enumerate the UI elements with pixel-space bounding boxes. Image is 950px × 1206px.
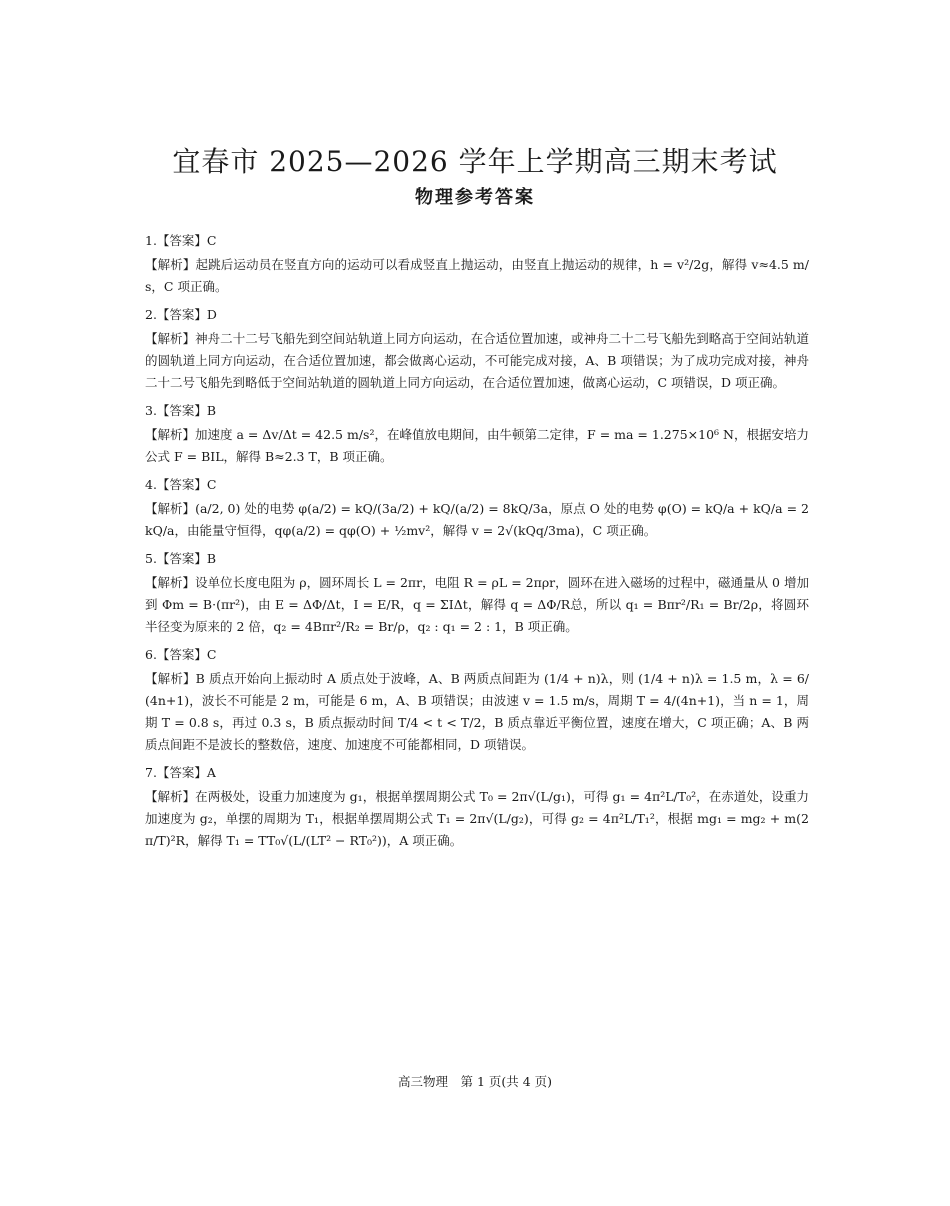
answer-line: 4.【答案】C [145, 477, 217, 492]
page-footer: 高三物理 第 1 页(共 4 页) [397, 1074, 553, 1089]
explanation: 【解析】起跳后运动员在竖直方向的运动可以看成竖直上抛运动，由竖直上抛运动的规律，h = v²/2g，解得 v≈4.5 m/s，C 项正确。 [145, 257, 809, 294]
question-6 [145, 646, 809, 756]
answer-line: 3.【答案】B [145, 403, 217, 418]
question-2 [145, 306, 809, 394]
explanation: 【解析】加速度 a = Δv/Δt = 42.5 m/s²，在峰值放电期间，由牛顿第二定律，F = ma = 1.275×10⁶ N，根据安培力公式 F = BIL，解得 B≈2.3 T，B 项正确。 [145, 427, 809, 464]
explanation: 【解析】设单位长度电阻为 ρ，圆环周长 L = 2πr，电阻 R = ρL = 2πρr，圆环在进入磁场的过程中，磁通量从 0 增加到 Φm = B·(πr²)，由 E = ΔΦ/Δt，I = E/R，q = ΣIΔt，解得 q = ΔΦ/R总，所以 q₁ = Bπr²/R₁ = Br/2ρ，将圆环半径变为原来的 2 倍，q₂ = 4Bπr²/R₂ = Br/ρ，q₂ : q₁ = 2 : 1，B 项正确。 [145, 575, 809, 634]
answer-line: 5.【答案】B [145, 551, 217, 566]
answer-line: 1.【答案】C [145, 233, 217, 248]
answer-line: 2.【答案】D [145, 307, 217, 322]
answer-line: 6.【答案】C [145, 647, 217, 662]
explanation: 【解析】B 质点开始向上振动时 A 质点处于波峰，A、B 两质点间距为 (1/4 + n)λ，则 (1/4 + n)λ = 1.5 m，λ = 6/(4n+1)，波长不可能是 2 m，可能是 6 m，A、B 项错误；由波速 v = 1.5 m/s，周期 T = 4/(4n+1)，当 n = 1，周期 T = 0.8 s，再过 0.3 s，B 质点振动时间 T/4 < t < T/2，B 质点靠近平衡位置，速度在增大，C 项正确；A、B 两质点间距不是波长的整数倍，速度、加速度不可能都相同，D 项错误。 [145, 671, 809, 752]
page-title: 宜春市 2025—2026 学年上学期高三期末考试 [172, 145, 778, 178]
question-1 [145, 232, 809, 298]
answer-line: 7.【答案】A [145, 765, 216, 780]
explanation: 【解析】神舟二十二号飞船先到空间站轨道上同方向运动，在合适位置加速，或神舟二十二号飞船先到略高于空间站轨道的圆轨道上同方向运动，在合适位置加速，都会做离心运动，不可能完成对接，A、B 项错误；为了成功完成对接，神舟二十二号飞船先到略低于空间站轨道的圆轨道上同方向运动，在合适位置加速，做离心运动，C 项错误，D 项正确。 [145, 331, 809, 390]
page-subtitle: 物理参考答案 [415, 187, 535, 208]
question-4 [145, 476, 809, 542]
explanation: 【解析】(a/2, 0) 处的电势 φ(a/2) = kQ/(3a/2) + kQ/(a/2) = 8kQ/3a，原点 O 处的电势 φ(O) = kQ/a + kQ/a = 2kQ/a，由能量守恒得，qφ(a/2) = qφ(O) + ½mv²，解得 v = 2√(kQq/3ma)，C 项正确。 [145, 501, 809, 538]
question-5 [145, 550, 809, 638]
answer-list [145, 232, 809, 860]
question-7 [145, 764, 809, 852]
question-3 [145, 402, 809, 468]
explanation: 【解析】在两极处，设重力加速度为 g₁，根据单摆周期公式 T₀ = 2π√(L/g₁)，可得 g₁ = 4π²L/T₀²，在赤道处，设重力加速度为 g₂，单摆的周期为 T₁，根据单摆周期公式 T₁ = 2π√(L/g₂)，可得 g₂ = 4π²L/T₁²，根据 mg₁ = mg₂ + m(2π/T)²R，解得 T₁ = TT₀√(L/(LT² − RT₀²))，A 项正确。 [145, 789, 809, 848]
